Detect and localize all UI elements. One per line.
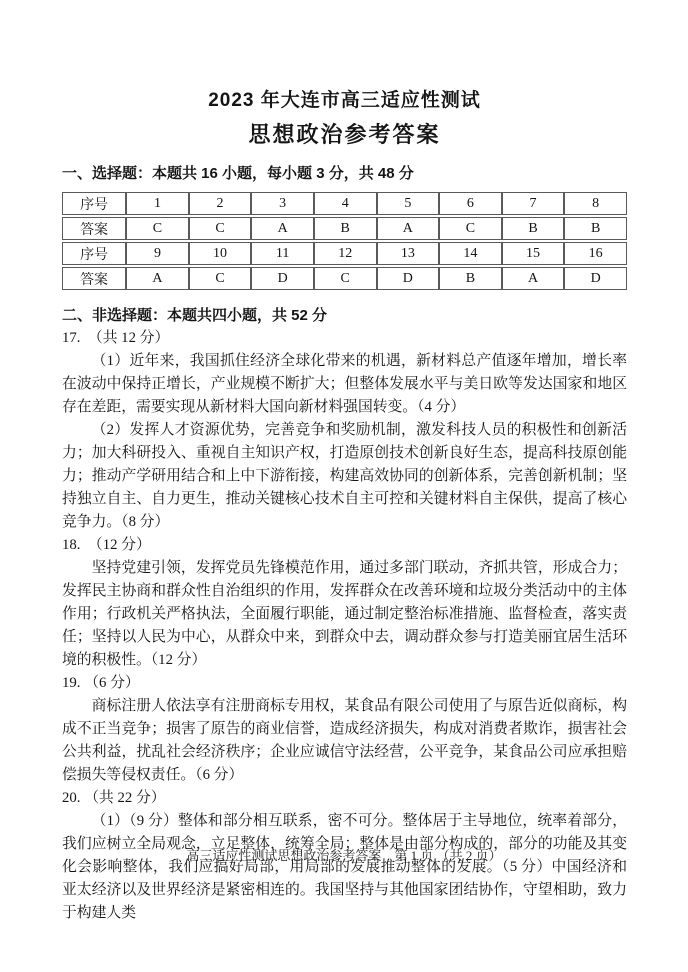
answer-cell: C bbox=[189, 217, 252, 240]
answer-table-row bbox=[62, 192, 627, 215]
question-heading: 17. （共 12 分） bbox=[62, 330, 170, 346]
answer-cell: A bbox=[251, 217, 314, 240]
answer-cell: C bbox=[314, 267, 377, 290]
question-number-cell: 8 bbox=[564, 192, 627, 215]
question-paragraph: （2）发挥人才资源优势，完善竞争和奖励机制，激发科技人员的积极性和创新活力；加大科研投入、重视自主知识产权，打造原创技术创新良好生态，提高科技原创能力；推动产学研用结合和上中下游衔接，构建高效协同的创新体系，完善创新机制；坚持独立自主、自力更生，推动关键核心技术自主可控和关键材料自主保供，提高了核心竞争力。（8 分） bbox=[62, 422, 627, 530]
section1-heading: 一、选择题：本题共 16 小题，每小题 3 分，共 48 分 bbox=[62, 165, 414, 182]
answer-cell: D bbox=[251, 267, 314, 290]
answer-cell: B bbox=[502, 217, 565, 240]
row-label-cell: 答案 bbox=[62, 217, 126, 240]
question-number-cell: 1 bbox=[126, 192, 189, 215]
question-number-cell: 2 bbox=[189, 192, 252, 215]
answer-cell: A bbox=[377, 217, 440, 240]
question-number-cell: 11 bbox=[251, 242, 314, 265]
answer-cell: A bbox=[502, 267, 565, 290]
question-number-cell: 5 bbox=[377, 192, 440, 215]
answer-cell: D bbox=[564, 267, 627, 290]
row-label-cell: 序号 bbox=[62, 242, 126, 265]
answer-cell: B bbox=[564, 217, 627, 240]
question-paragraph: 坚持党建引领，发挥党员先锋模范作用，通过多部门联动，齐抓共管，形成合力；发挥民主协商和群众性自治组织的作用，发挥群众在改善环境和垃圾分类活动中的主体作用；行政机关严格执法，全面履行职能，通过制定整治标准措施、监督检查，落实责任；坚持以人民为中心，从群众中来，到群众中去，调动群众参与打造美丽宜居生活环境的积极性。（12 分） bbox=[62, 560, 627, 668]
answer-cell: C bbox=[189, 267, 252, 290]
answer-table-row bbox=[62, 217, 627, 240]
answer-table-row bbox=[62, 267, 627, 290]
question-heading: 19. （6 分） bbox=[62, 675, 140, 691]
question-number-cell: 3 bbox=[251, 192, 314, 215]
question-number-cell: 13 bbox=[377, 242, 440, 265]
question-number-cell: 15 bbox=[502, 242, 565, 265]
question-number-cell: 9 bbox=[126, 242, 189, 265]
document-subtitle: 思想政治参考答案 bbox=[248, 122, 441, 147]
answer-cell: C bbox=[126, 217, 189, 240]
row-label-cell: 答案 bbox=[62, 267, 126, 290]
question-number-cell: 6 bbox=[439, 192, 502, 215]
question-paragraph: （1）近年来，我国抓住经济全球化带来的机遇，新材料总产值逐年增加，增长率在波动中保持正增长，产业规模不断扩大；但整体发展水平与美日欧等发达国家和地区存在差距，需要实现从新材料大国向新材料强国转变。（4 分） bbox=[62, 353, 627, 415]
answer-cell: C bbox=[439, 217, 502, 240]
question-paragraph: 商标注册人依法享有注册商标专用权，某食品有限公司使用了与原告近似商标，构成不正当竞争；损害了原告的商业信誉，造成经济损失，构成对消费者欺诈，损害社会公共利益，扰乱社会经济秩序；企业应诚信守法经营，公平竞争，某食品公司应承担赔偿损失等侵权责任。（6 分） bbox=[62, 698, 627, 783]
answer-cell: B bbox=[439, 267, 502, 290]
answer-cell: A bbox=[126, 267, 189, 290]
answer-table-row bbox=[62, 242, 627, 265]
section2-heading: 二、非选择题：本题共四小题，共 52 分 bbox=[62, 307, 328, 324]
question-number-cell: 7 bbox=[502, 192, 565, 215]
question-paragraph: （1）（9 分）整体和部分相互联系，密不可分。整体居于主导地位，统率着部分，我们应树立全局观念，立足整体，统筹全局；整体是由部分构成的，部分的功能及其变化会影响整体，我们应搞好局部，用局部的发展推动整体的发展。（5 分）中国经济和亚太经济以及世界经济是紧密相连的。我国坚持与其他国家团结协作，守望相助，致力于构建人类 bbox=[62, 813, 627, 921]
document-title: 2023 年大连市高三适应性测试 bbox=[208, 90, 481, 111]
answer-table-body bbox=[62, 192, 627, 290]
row-label-cell: 序号 bbox=[62, 192, 126, 215]
answer-cell: B bbox=[314, 217, 377, 240]
question-heading: 18. （12 分） bbox=[62, 537, 151, 553]
answer-cell: D bbox=[377, 267, 440, 290]
answer-table bbox=[62, 190, 627, 292]
question-number-cell: 14 bbox=[439, 242, 502, 265]
question-number-cell: 4 bbox=[314, 192, 377, 215]
question-number-cell: 10 bbox=[189, 242, 252, 265]
question-heading: 20. （共 22 分） bbox=[62, 790, 166, 806]
question-number-cell: 12 bbox=[314, 242, 377, 265]
question-number-cell: 16 bbox=[564, 242, 627, 265]
page-footer: 高三适应性测试思想政治参考答案 第 1 页 （共 2 页） bbox=[186, 848, 502, 863]
questions-container bbox=[62, 327, 627, 925]
